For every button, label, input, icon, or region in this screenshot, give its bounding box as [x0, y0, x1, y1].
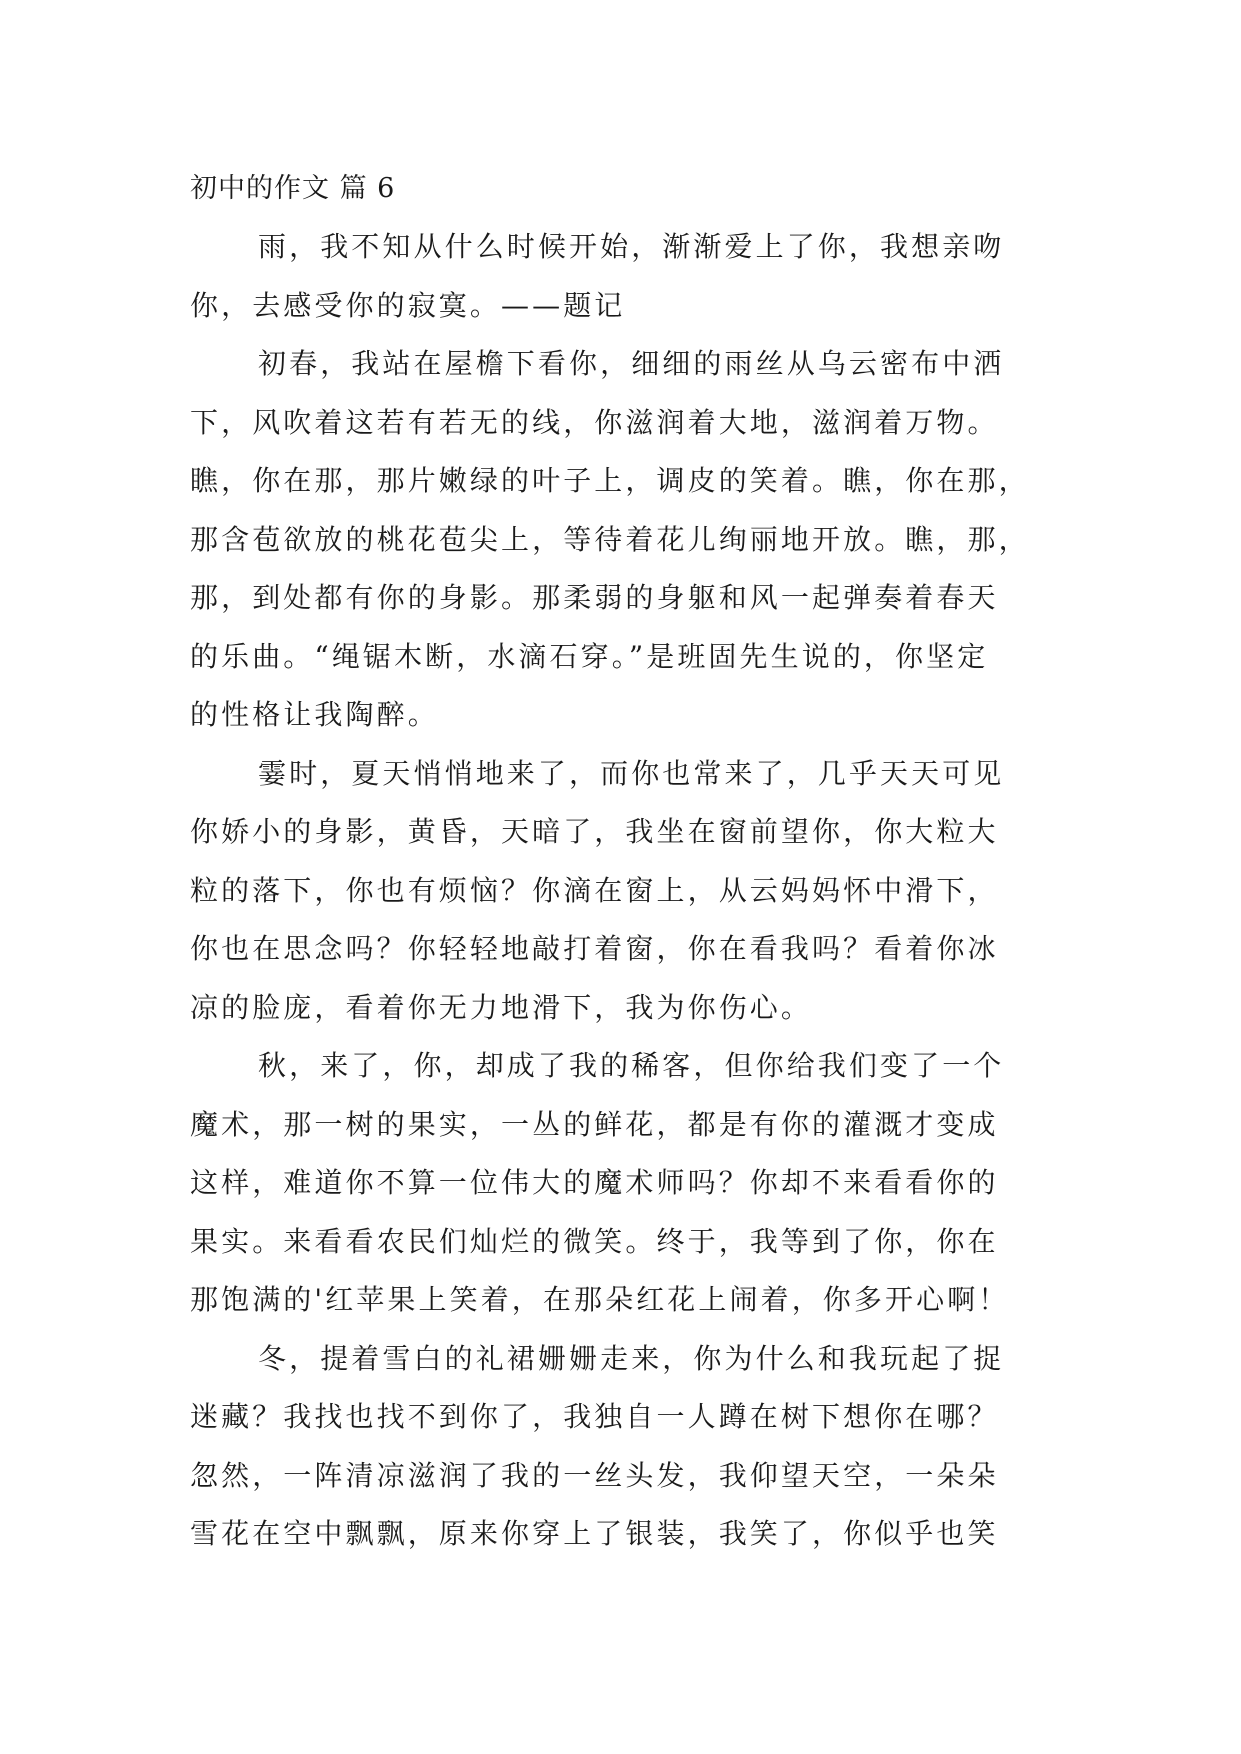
text-line: 粒的落下，你也有烦恼？你滴在窗上，从云妈妈怀中滑下，: [190, 873, 999, 907]
text-line: 秋，来了，你，却成了我的稀客，但你给我们变了一个: [258, 1049, 1005, 1082]
text-line: 霎时，夏天悄悄地来了，而你也常来了，几乎天天可见: [258, 756, 1005, 790]
text-line: 的乐曲。“绳锯木断，水滴石穿。”是班固先生说的，你坚定: [190, 639, 989, 673]
text-line: 那含苞欲放的桃花苞尖上，等待着花儿绚丽地开放。瞧，那，: [190, 522, 1030, 556]
paragraph: [190, 1330, 1060, 1564]
text-line: 迷藏？我找也找不到你了，我独自一人蹲在树下想你在哪？: [190, 1400, 999, 1433]
text-line: 雨，我不知从什么时候开始，渐渐爱上了你，我想亲吻: [258, 230, 1005, 263]
text-line: 瞧，你在那，那片嫩绿的叶子上，调皮的笑着。瞧，你在那，: [190, 464, 1030, 497]
text-line: 雪花在空中飘飘，原来你穿上了银装，我笑了，你似乎也笑: [190, 1517, 999, 1550]
paragraph: [190, 745, 1060, 1038]
text-line: 那饱满的'红苹果上笑着，在那朵红花上闹着，你多开心啊！: [190, 1283, 1010, 1316]
paragraph: [190, 218, 1060, 335]
document-page: [190, 160, 1060, 1564]
text-line: 那，到处都有你的身影。那柔弱的身躯和风一起弹奏着春天: [190, 581, 999, 614]
text-line: 下，风吹着这若有若无的线，你滋润着大地，滋润着万物。: [190, 405, 999, 439]
text-line: 冬，提着雪白的礼裙姗姗走来，你为什么和我玩起了捉: [258, 1341, 1005, 1375]
document-title: 初中的作文 篇 6: [190, 173, 396, 204]
text-line: 凉的脸庞，看着你无力地滑下，我为你伤心。: [190, 990, 813, 1024]
text-line: 这样，难道你不算一位伟大的魔术师吗？你却不来看看你的: [190, 1166, 999, 1199]
text-line: 果实。来看看农民们灿烂的微笑。终于，我等到了你，你在: [190, 1224, 999, 1258]
text-line: 你娇小的身影，黄昏，天暗了，我坐在窗前望你，你大粒大: [190, 815, 999, 848]
text-line: 的性格让我陶醉。: [190, 698, 439, 731]
text-line: 忽然，一阵清凉滋润了我的一丝头发，我仰望天空，一朵朵: [190, 1458, 999, 1492]
text-line: 魔术，那一树的果实，一丛的鲜花，都是有你的灌溉才变成: [190, 1107, 999, 1141]
text-line: 你，去感受你的寂寞。——题记: [190, 288, 626, 322]
text-line: 初春，我站在屋檐下看你，细细的雨丝从乌云密布中洒: [258, 347, 1005, 380]
paragraph: [190, 335, 1060, 745]
text-line: 你也在思念吗？你轻轻地敲打着窗，你在看我吗？看着你冰: [190, 932, 999, 965]
paragraph: [190, 1037, 1060, 1330]
